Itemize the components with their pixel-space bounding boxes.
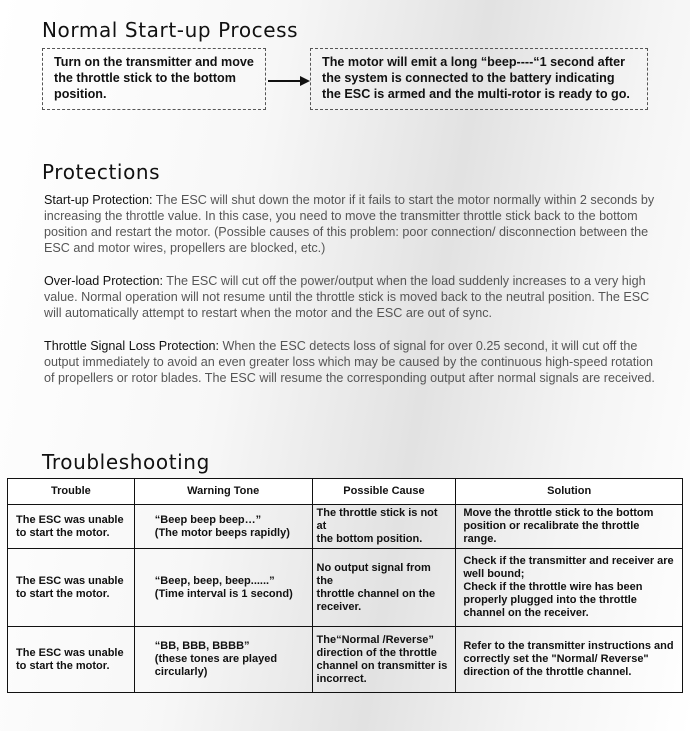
cell-line: to start the motor. [16,587,110,600]
step-1-line: position. [54,87,107,101]
step-1-line: Turn on the transmitter and move [54,55,254,69]
cause-cell [312,627,456,693]
cell-line: circularly) [154,666,208,678]
protection-label: Throttle Signal Loss Protection: [44,339,220,353]
cell-line: channel on transmitter is [316,659,448,672]
cell-line: The throttle stick is not at [316,507,438,532]
cell-line: “BB, BBB, BBBB” [154,640,250,652]
startup-protection-paragraph [44,192,664,256]
cell-line: “Beep, beep, beep......” [154,574,275,587]
cell-line: position or recalibrate the throttle range. [463,520,640,545]
cell-line: throttle channel on the [316,587,436,600]
arrow-right-icon [268,76,310,86]
trouble-cell [8,627,135,693]
solution-cell [456,627,683,693]
protection-text: The ESC will cut off the power/output when the load suddenly increases to a very high value. Normal operation will not resume until the throttle stick is moved back to the neutral position. The ESC will automatically attempt to restart when the motor and the ESC are out of sync. [44,274,650,320]
protection-label: Start-up Protection: [44,193,153,207]
startup-step-1-box [42,48,266,110]
cell-line: Move the throttle stick to the bottom [463,507,654,519]
cell-line: direction of the throttle [316,646,437,659]
cell-line: direction of the throttle channel. [463,666,632,678]
cell-line: The ESC was unable [16,646,124,659]
cell-line: to start the motor. [16,526,110,539]
column-header: Possible Cause [312,479,456,505]
cell-line: The ESC was unable [16,574,124,587]
cell-line: (The motor beeps rapidly) [154,526,290,539]
step-2-line: The motor will emit a long “beep----“1 second after [322,55,625,69]
step-2-line: the ESC is armed and the multi-rotor is ready to go. [322,87,630,101]
solution-cell [456,505,683,549]
troubleshooting-table [7,478,683,693]
column-header: Warning Tone [134,479,312,505]
cell-line: (Time interval is 1 second) [154,587,293,600]
cell-line: receiver. [316,600,362,613]
signal-loss-protection-paragraph [44,338,664,386]
column-header: Solution [456,479,683,505]
cell-line: well bound; [463,568,525,580]
table-header-row [8,479,683,505]
trouble-cell [8,549,135,627]
protection-text: The ESC will shut down the motor if it fails to start the motor normally within 2 seconds by increasing the throttle value. In this case, you need to move the transmitter throttle stick back to the bottom position and restart the motor. (Possible causes of this problem: poor connection/ disconnection between the ESC and motor wires, propellers are blocked, etc.) [44,193,655,255]
overload-protection-paragraph [44,273,664,321]
tone-cell [134,549,312,627]
column-header: Trouble [8,479,135,505]
table-row [8,505,683,549]
cell-line: the bottom position. [316,533,423,545]
step-1-line: the throttle stick to the bottom [54,71,236,85]
step-2-line: the system is connected to the battery indicating [322,71,615,85]
protection-text: When the ESC detects loss of signal for over 0.25 second, it will cut off the output immediately to avoid an even greater loss which may be caused by the continuous high-speed rotation of propellers or rotor blades. The ESC will resume the corresponding output after normal signals are received. [44,339,655,385]
solution-cell [456,549,683,627]
protection-label: Over-load Protection: [44,274,163,288]
protections-heading: Protections [42,160,161,184]
cause-cell [312,549,456,627]
startup-step-2-box [310,48,648,110]
cause-cell [312,505,456,549]
cell-line: The“Normal /Reverse” [316,633,434,646]
cell-line: Check if the transmitter and receiver are [463,555,674,567]
cell-line: No output signal from the [316,561,431,587]
cell-line: Check if the throttle wire has been [463,581,643,593]
cell-line: “Beep beep beep…” [154,513,262,526]
cell-line: channel on the receiver. [463,607,589,619]
cell-line: properly plugged into the throttle [463,594,637,606]
tone-cell [134,505,312,549]
cell-line: Refer to the transmitter instructions and [463,640,674,652]
trouble-cell [8,505,135,549]
cell-line: (these tones are played [154,653,278,665]
cell-line: correctly set the "Normal/ Reverse" [463,653,649,665]
tone-cell [134,627,312,693]
cell-line: incorrect. [316,672,367,685]
cell-line: The ESC was unable [16,513,124,526]
table-row [8,627,683,693]
startup-heading: Normal Start-up Process [42,18,299,42]
cell-line: to start the motor. [16,659,110,672]
table-row [8,549,683,627]
troubleshooting-heading: Troubleshooting [42,450,210,474]
